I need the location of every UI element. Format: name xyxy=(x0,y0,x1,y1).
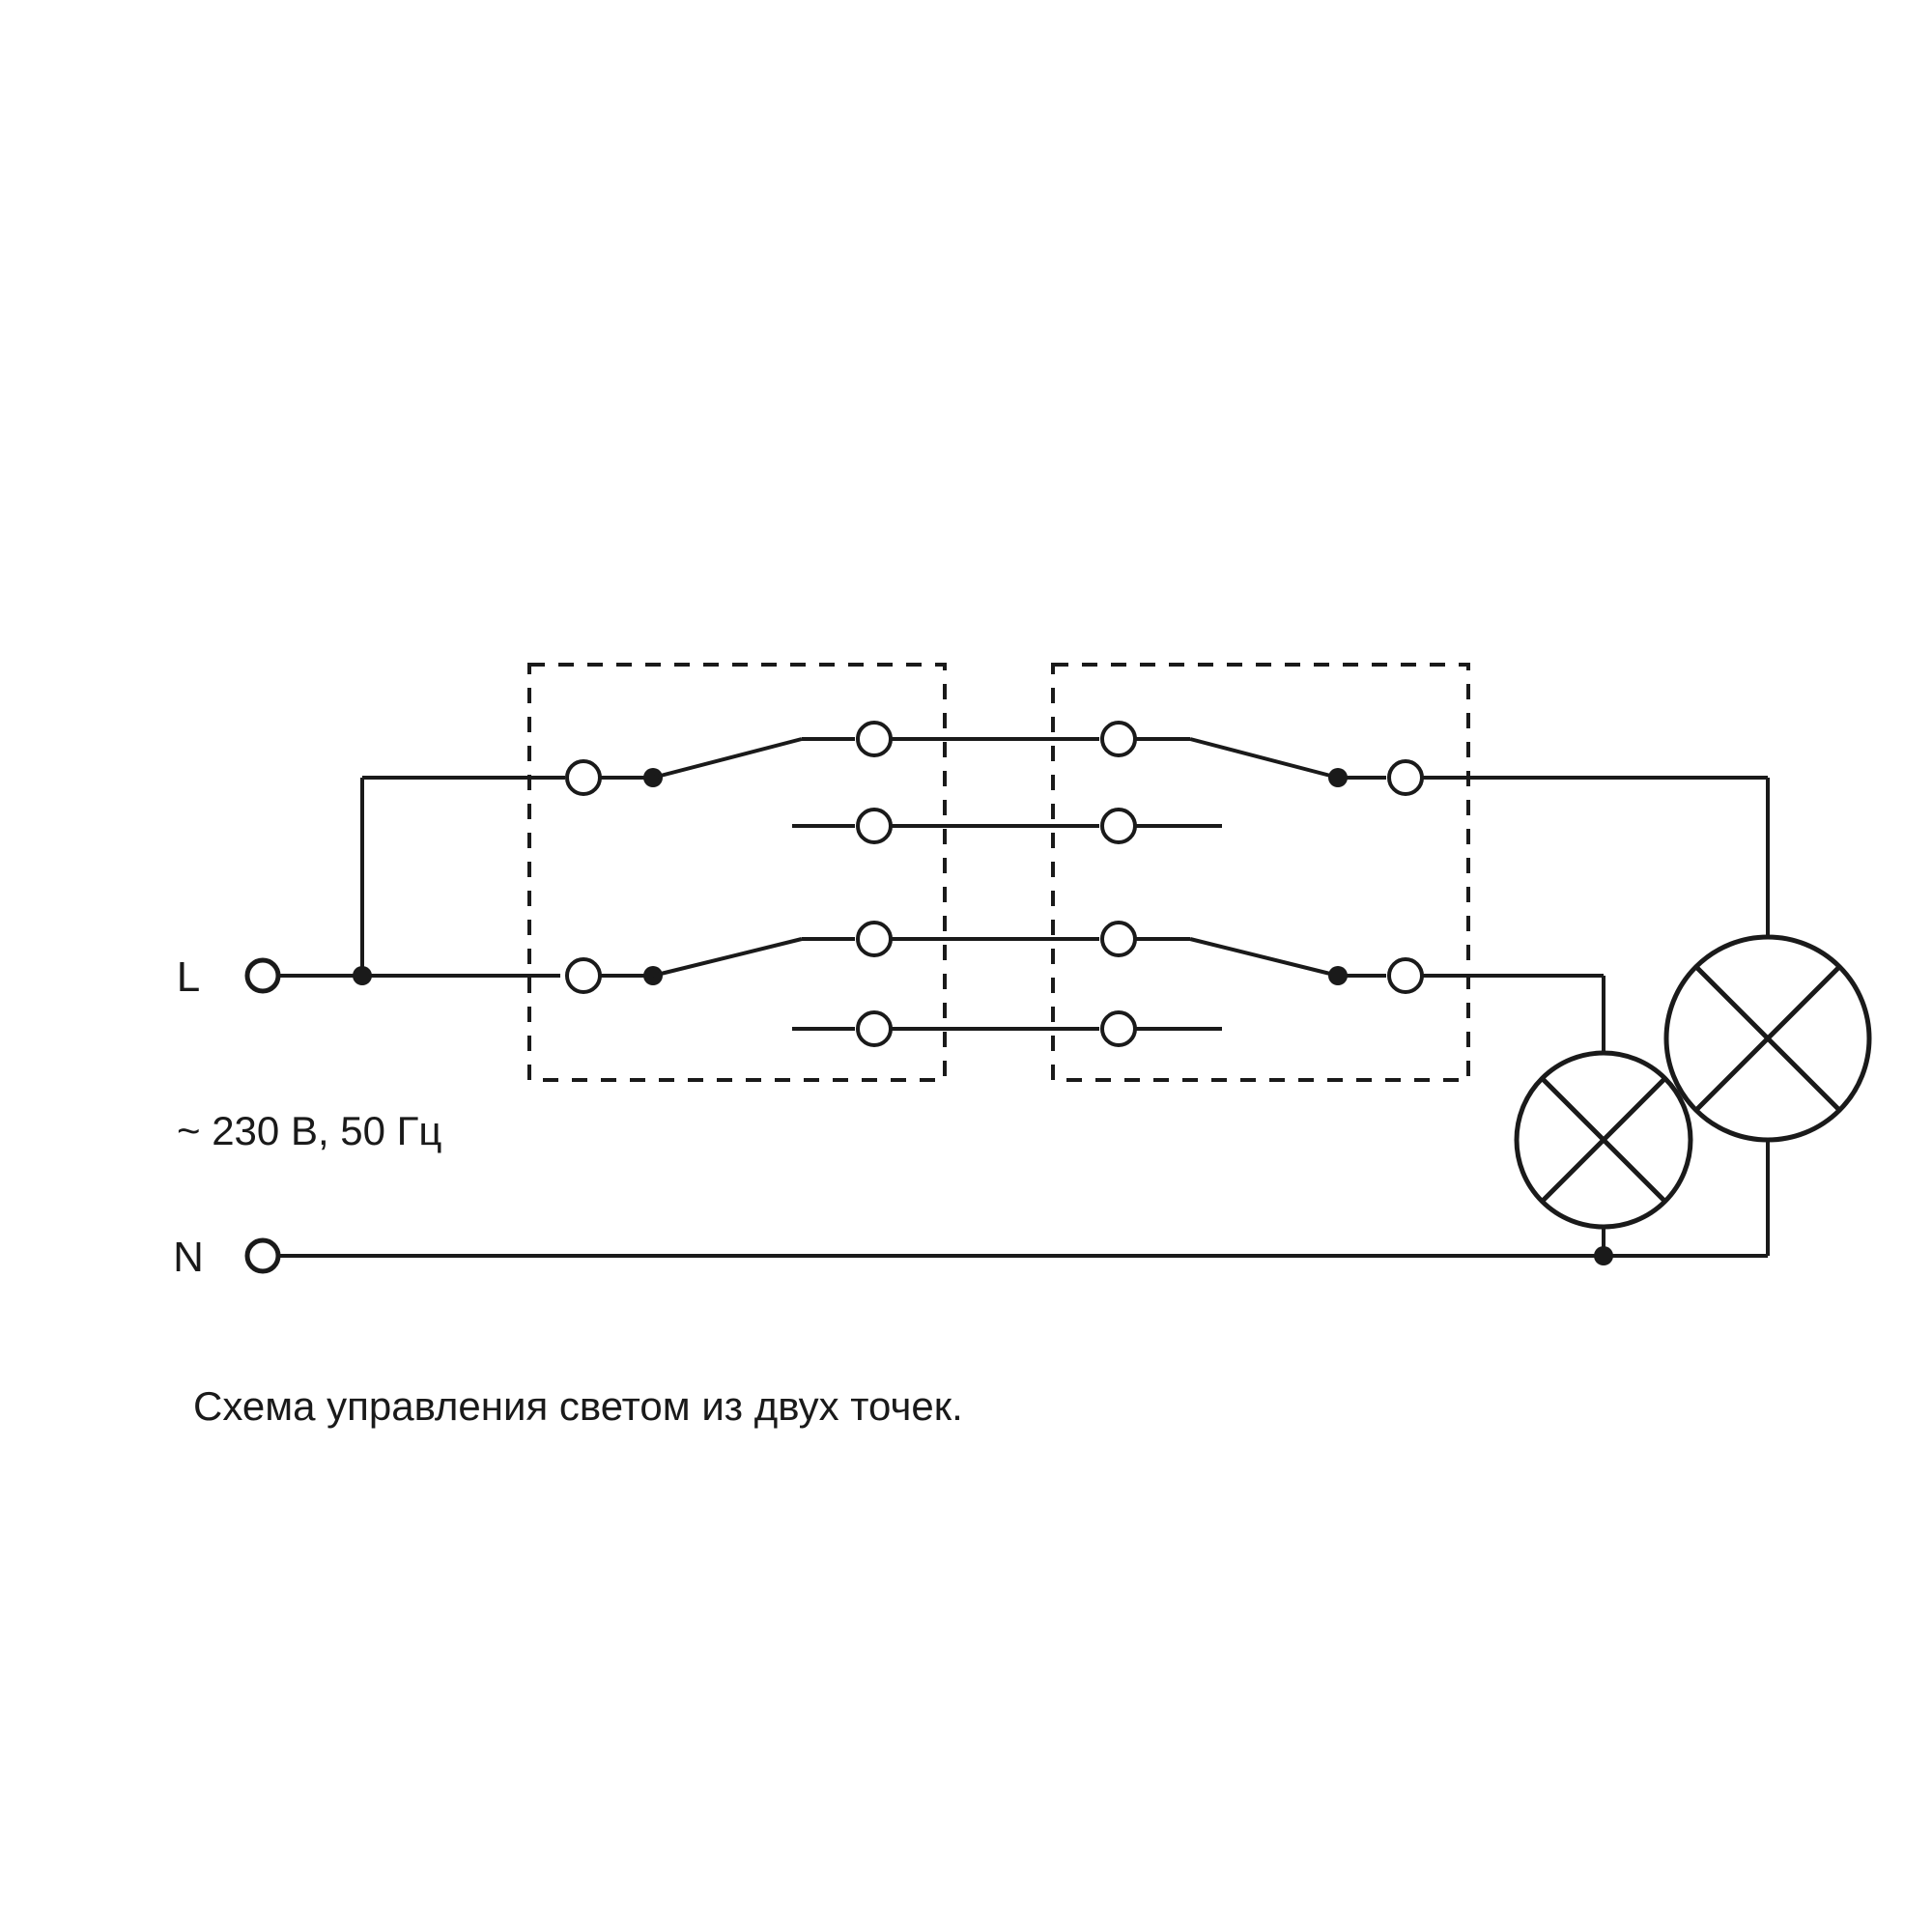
switch-right-bottom-common-terminal[interactable] xyxy=(1389,959,1422,992)
supply-label: ~ 230 В, 50 Гц xyxy=(177,1108,442,1153)
switch-left-top-blade[interactable] xyxy=(653,739,802,778)
terminal-n-connector[interactable] xyxy=(247,1240,278,1271)
junction-l-split xyxy=(353,966,372,985)
junction-n-lamp1 xyxy=(1594,1246,1613,1265)
switch-right-top-blade[interactable] xyxy=(1190,739,1338,778)
switch-right-top-traveler-terminal[interactable] xyxy=(1102,723,1135,755)
switch-left-bottom-spare-terminal[interactable] xyxy=(858,1012,891,1045)
switch-right-top-spare-terminal[interactable] xyxy=(1102,810,1135,842)
terminal-l-connector[interactable] xyxy=(247,960,278,991)
terminal-label-l: L xyxy=(176,953,201,1001)
switch-right-bottom-blade[interactable] xyxy=(1190,939,1338,976)
switch-left-top-common-terminal[interactable] xyxy=(567,761,600,794)
switch-left-bottom-blade[interactable] xyxy=(653,939,802,976)
switch-right-bottom-traveler-terminal[interactable] xyxy=(1102,923,1135,955)
terminal-label-n: N xyxy=(173,1234,204,1281)
lamp-2 xyxy=(1666,937,1869,1140)
switch-right-bottom-spare-terminal[interactable] xyxy=(1102,1012,1135,1045)
diagram-caption: Схема управления светом из двух точек. xyxy=(193,1383,963,1429)
switch-right-top-common-terminal[interactable] xyxy=(1389,761,1422,794)
switch-left-bottom-traveler-terminal[interactable] xyxy=(858,923,891,955)
lamp-1 xyxy=(1517,1053,1690,1227)
switch-left-top-traveler-terminal[interactable] xyxy=(858,723,891,755)
switch-left-top-spare-terminal[interactable] xyxy=(858,810,891,842)
switch-left-bottom-common-terminal[interactable] xyxy=(567,959,600,992)
